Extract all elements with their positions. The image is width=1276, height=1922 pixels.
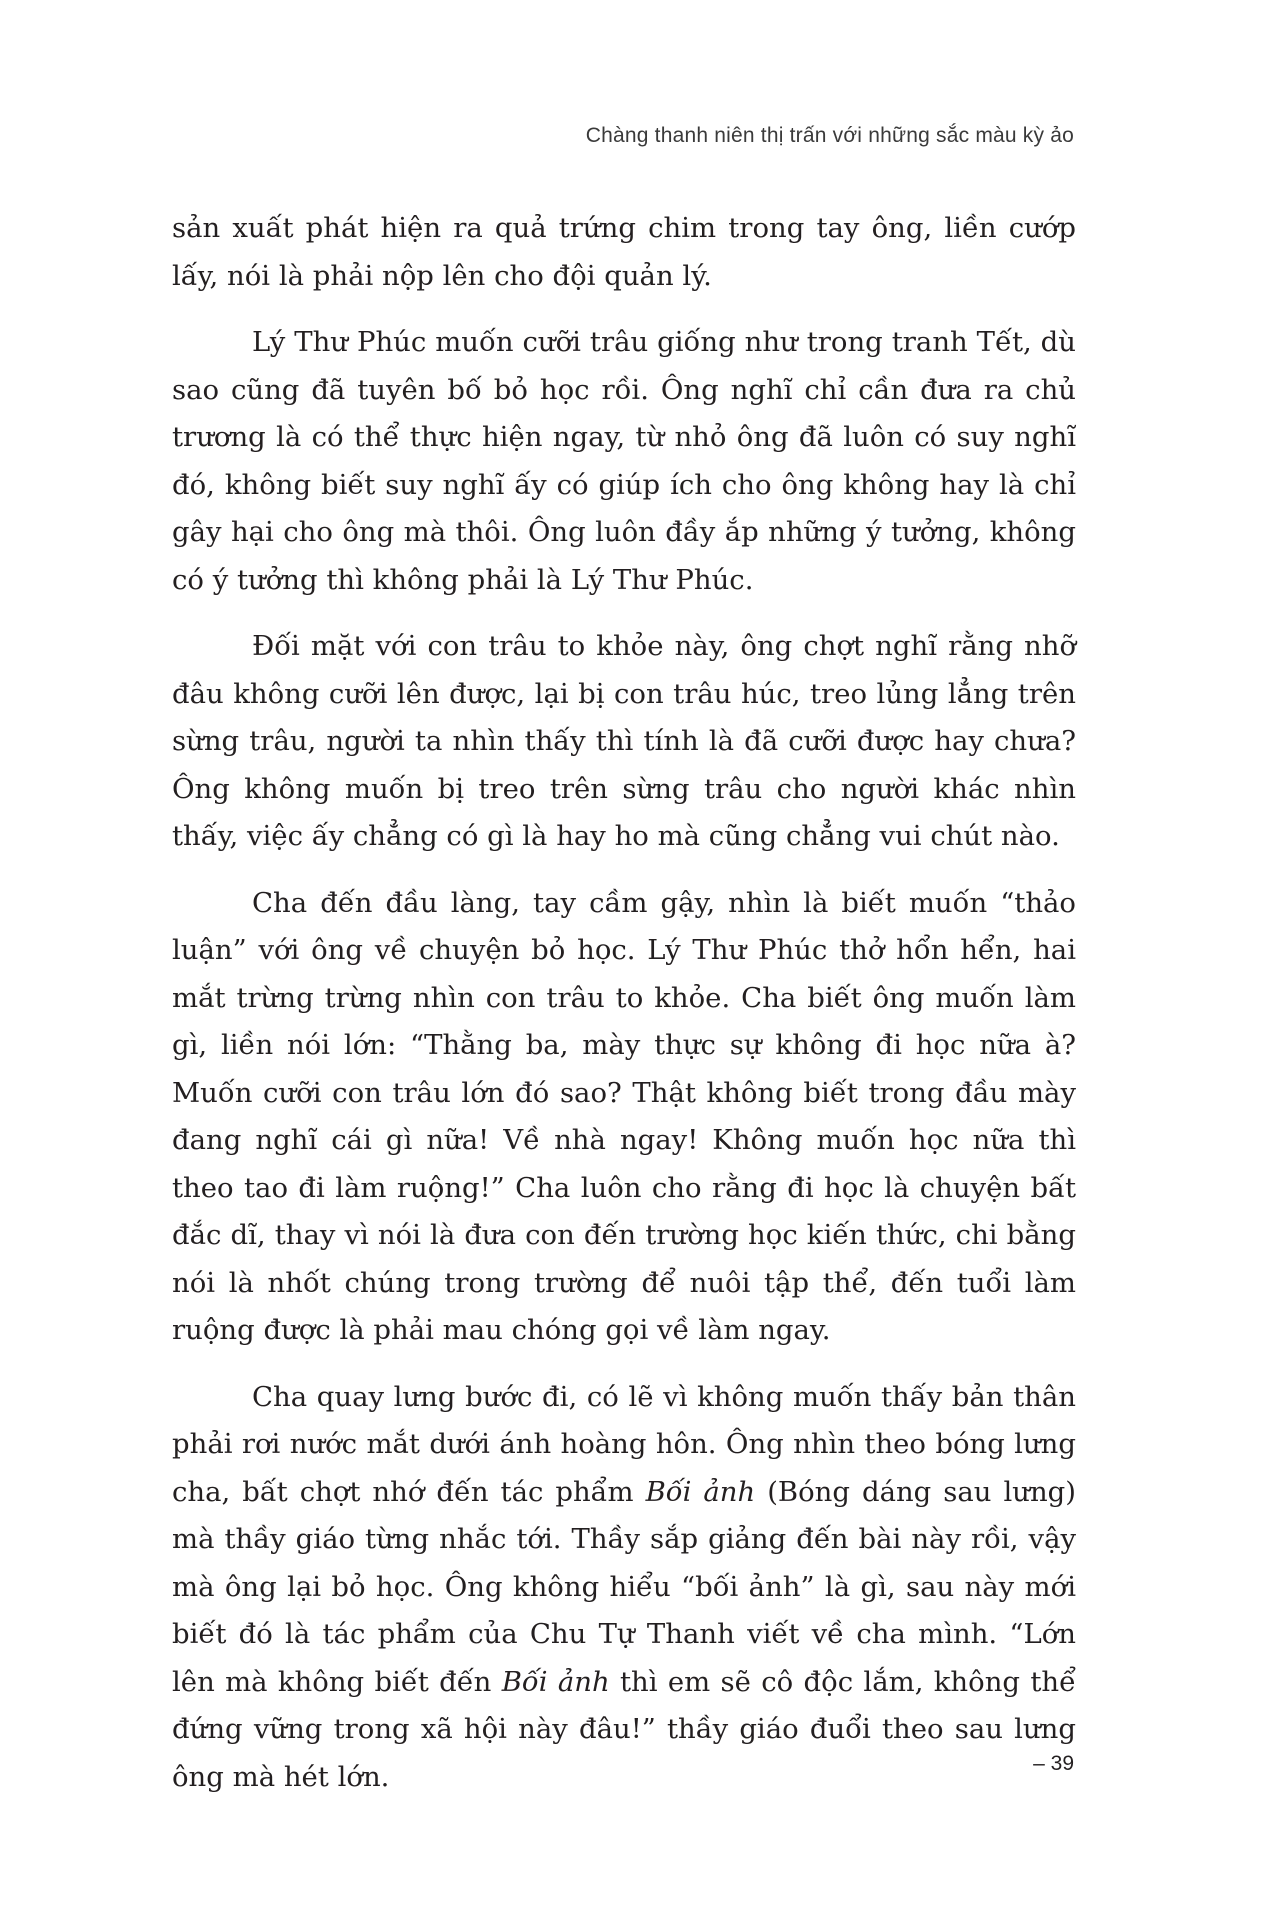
- page-number: – 39: [1033, 1752, 1074, 1775]
- work-title-italic: Bối ảnh: [645, 1475, 756, 1508]
- paragraph-4: Cha đến đầu làng, tay cầm gậy, nhìn là biết muốn “thảo luận” với ông về chuyện bỏ học. Lý Thư Phúc thở hổn hển, hai mắt trừng trừng nhìn con trâu to khỏe. Cha biết ông muốn làm gì, liền nói lớn: “Thằng ba, mày thực sự không đi học nữa à? Muốn cưỡi con trâu lớn đó sao? Thật không biết trong đầu mày đang nghĩ cái gì nữa! Về nhà ngay! Không muốn học nữa thì theo tao đi làm ruộng!” Cha luôn cho rằng đi học là chuyện bất đắc dĩ, thay vì nói là đưa con đến trường học kiến thức, chi bằng nói là nhốt chúng trong trường để nuôi tập thể, đến tuổi làm ruộng được là phải mau chóng gọi về làm ngay.: [172, 886, 1076, 1346]
- paragraph-3: Đối mặt với con trâu to khỏe này, ông chợt nghĩ rằng nhỡ đâu không cưỡi lên được, lại bị con trâu húc, treo lủng lẳng trên sừng trâu, người ta nhìn thấy thì tính là đã cưỡi được hay chưa? Ông không muốn bị treo trên sừng trâu cho người khác nhìn thấy, việc ấy chẳng có gì là hay ho mà cũng chẳng vui chút nào.: [172, 630, 1076, 852]
- body-text: [172, 205, 1076, 1820]
- paragraph-5: [172, 1374, 1076, 1802]
- running-header: Chàng thanh niên thị trấn với những sắc màu kỳ ảo: [585, 124, 1074, 147]
- paragraph-5-part-3: thì em sẽ cô độc lắm, không thể đứng vững trong xã hội này đâu!” thầy giáo đuổi theo sau lưng ông mà hét lớn.: [172, 1665, 1077, 1793]
- work-title-italic: Bối ảnh: [501, 1665, 610, 1698]
- paragraph-1: sản xuất phát hiện ra quả trứng chim trong tay ông, liền cướp lấy, nói là phải nộp lên cho đội quản lý.: [172, 212, 1076, 292]
- paragraph-5-part-1: Cha quay lưng bước đi, có lẽ vì không muốn thấy bản thân phải rơi nước mắt dưới ánh hoàng hôn. Ông nhìn theo bóng lưng cha, bất chợt nhớ đến tác phẩm: [172, 1380, 1076, 1508]
- paragraph-5-part-2: (Bóng dáng sau lưng) mà thầy giáo từng nhắc tới. Thầy sắp giảng đến bài này rồi, vậy mà ông lại bỏ học. Ông không hiểu “bối ảnh” là gì, sau này mới biết đó là tác phẩm của Chu Tự Thanh viết về cha mình. “Lớn lên mà không biết đến: [172, 1475, 1076, 1698]
- paragraph-2: Lý Thư Phúc muốn cưỡi trâu giống như trong tranh Tết, dù sao cũng đã tuyên bố bỏ học rồi. Ông nghĩ chỉ cần đưa ra chủ trương là có thể thực hiện ngay, từ nhỏ ông đã luôn có suy nghĩ đó, không biết suy nghĩ ấy có giúp ích cho ông không hay là chỉ gây hại cho ông mà thôi. Ông luôn đầy ắp những ý tưởng, không có ý tưởng thì không phải là Lý Thư Phúc.: [172, 326, 1076, 596]
